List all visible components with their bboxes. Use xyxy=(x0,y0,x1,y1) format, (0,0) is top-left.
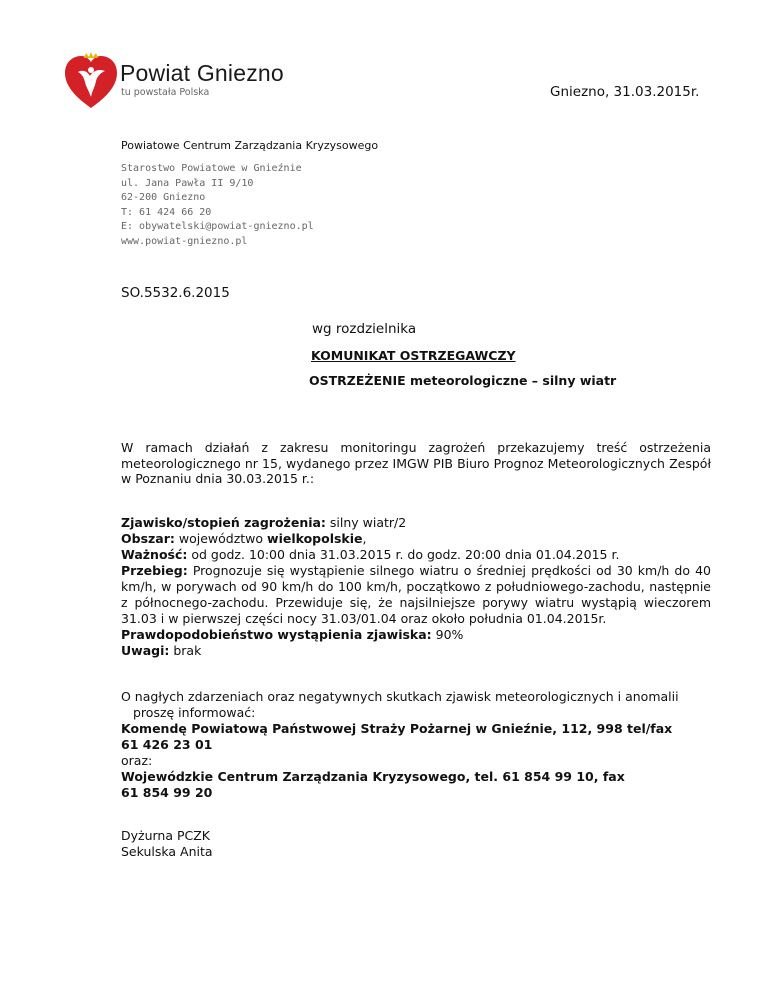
voivodeship-center-fax-number: 61 854 99 20 xyxy=(121,785,213,800)
sender-center-name: Powiatowe Centrum Zarządzania Kryzysowego xyxy=(121,139,379,152)
reference-number: SO.5532.6.2015 xyxy=(121,285,230,301)
probability-value: 90% xyxy=(431,627,464,642)
warning-details xyxy=(121,515,711,659)
sender-street: ul. Jana Pawła II 9/10 xyxy=(121,177,254,189)
eagle-heart-logo-icon xyxy=(64,52,118,110)
sender-phone: T: 61 424 66 20 xyxy=(121,206,212,218)
phenomenon-label: Zjawisko/stopień zagrożenia: xyxy=(121,515,326,530)
distribution-note: wg rozdzielnika xyxy=(312,321,417,337)
area-row xyxy=(121,531,711,547)
validity-label: Ważność: xyxy=(121,547,188,562)
sender-email-link[interactable]: E: obywatelski@powiat-gniezno.pl xyxy=(121,221,314,232)
signature-block xyxy=(121,828,711,860)
course-label: Przebieg: xyxy=(121,563,188,578)
logo-name: Powiat Gniezno xyxy=(120,60,284,86)
voivodeship-center-contact xyxy=(121,769,711,785)
area-value-prefix: województwo xyxy=(174,531,268,546)
remarks-value: brak xyxy=(169,643,202,658)
probability-row xyxy=(121,627,711,643)
phenomenon-row xyxy=(121,515,711,531)
fire-service-name: Komendę Powiatową Państwowej Straży Pożarnej w Gnieźnie, 112, 998 tel/fax xyxy=(121,721,673,736)
contacts-intro-cont: proszę informować: xyxy=(133,705,256,720)
contacts-section xyxy=(121,689,711,801)
contacts-and: oraz: xyxy=(121,753,153,768)
area-value-bold: wielkopolskie xyxy=(267,531,363,546)
validity-row xyxy=(121,547,711,563)
remarks-row xyxy=(121,643,711,659)
validity-value: od godz. 10:00 dnia 31.03.2015 r. do godz. 20:00 dnia 01.04.2015 r. xyxy=(187,547,620,562)
sender-office: Starostwo Powiatowe w Gnieźnie xyxy=(121,163,302,174)
intro-paragraph: W ramach działań z zakresu monitoringu zagrożeń przekazujemy treść ostrzeżenia meteorologicznego nr 15, wydanego przez IMGW PIB Biuro Prognoz Meteorologicznych Zespół w Poznaniu dnia 30.03.2015 r.: xyxy=(121,440,711,486)
document-title: KOMUNIKAT OSTRZEGAWCZY xyxy=(311,348,516,363)
signature-role: Dyżurna PCZK xyxy=(121,828,211,843)
fire-service-contact xyxy=(121,721,711,737)
area-label: Obszar: xyxy=(121,531,175,546)
voivodeship-center-name: Wojewódzkie Centrum Zarządzania Kryzysowego, tel. 61 854 99 10, fax xyxy=(121,769,625,784)
probability-label: Prawdopodobieństwo wystąpienia zjawiska: xyxy=(121,627,432,642)
remarks-label: Uwagi: xyxy=(121,643,170,658)
warning-title: OSTRZEŻENIE meteorologiczne – silny wiatr xyxy=(309,373,617,388)
sender-city: 62-200 Gniezno xyxy=(121,192,206,203)
contacts-intro: O nagłych zdarzeniach oraz negatywnych skutkach zjawisk meteorologicznych i anomalii xyxy=(121,689,679,704)
fire-service-phone-number: 61 426 23 01 xyxy=(121,737,213,752)
document-date: Gniezno, 31.03.2015r. xyxy=(550,84,700,100)
voivodeship-center-fax xyxy=(121,785,711,801)
fire-service-phone xyxy=(121,737,711,753)
logo-tagline: tu powstała Polska xyxy=(121,87,210,98)
area-value-suffix: , xyxy=(362,531,367,546)
course-row xyxy=(121,563,711,627)
signature-name: Sekulska Anita xyxy=(121,844,213,859)
sender-website-link[interactable]: www.powiat-gniezno.pl xyxy=(121,235,248,247)
sender-address-block xyxy=(121,162,314,249)
course-value: Prognozuje się wystąpienie silnego wiatru o średniej prędkości od 30 km/h do 40 km/h, w porywach od 90 km/h do 100 km/h, początkowo z południowego-zachodu, następnie z północnego-zachodu. Przewiduje się, że najsilniejsze porywy wiatru wystąpią wieczorem 31.03 i w pierwszej części nocy 31.03/01.04 oraz około południa 01.04.2015r. xyxy=(121,563,711,626)
phenomenon-value: silny wiatr/2 xyxy=(325,515,407,530)
